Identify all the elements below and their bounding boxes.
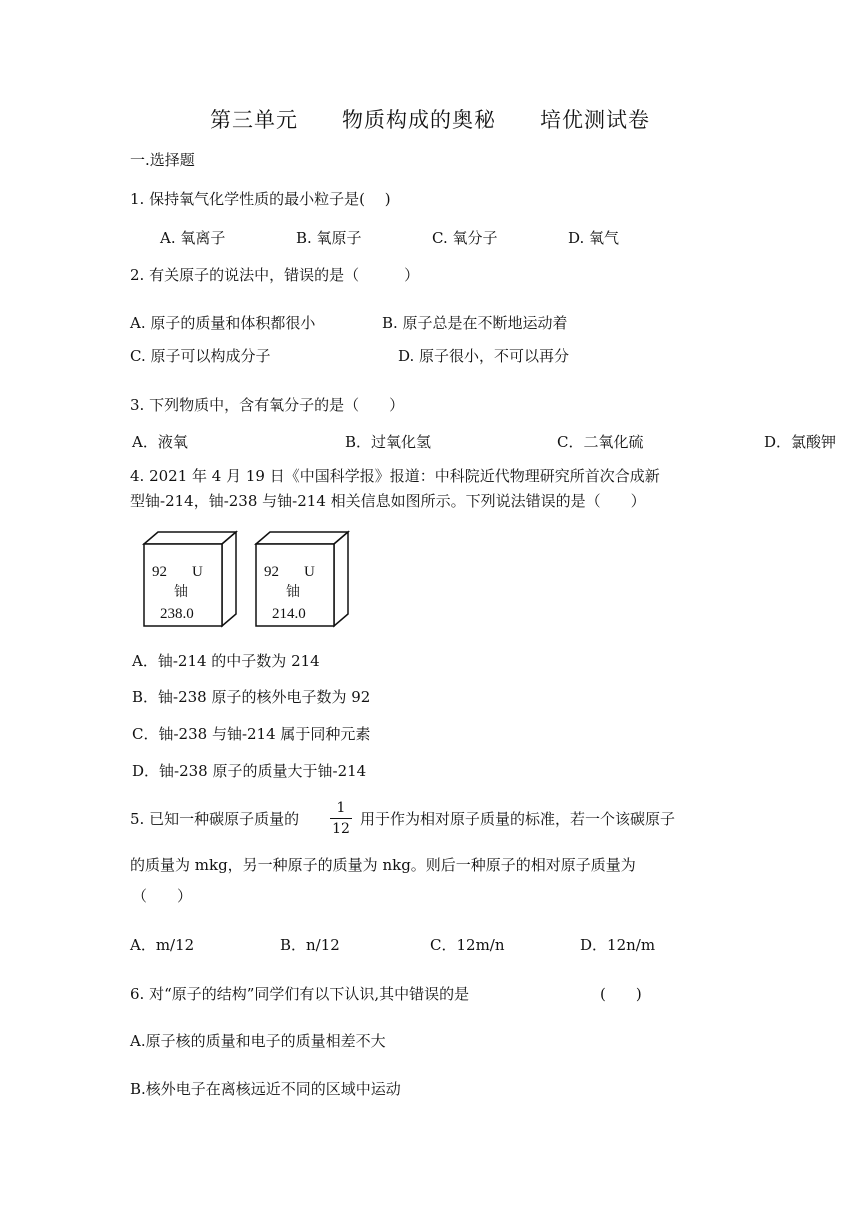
q6-option-a: A.原子核的质量和电子的质量相差不大 <box>130 1032 386 1050</box>
fraction-numerator: 1 <box>336 800 346 816</box>
tile-atomic-number: 92 <box>152 564 167 580</box>
page-title: 第三单元 物质构成的奥秘 培优测试卷 <box>210 108 650 132</box>
question-4-stem-line1: 4. 2021 年 4 月 19 日《中国科学报》报道：中科院近代物理研究所首次合成新 <box>130 467 660 485</box>
question-4-stem-line2: 型铀-214，铀-238 与铀-214 相关信息如图所示。下列说法错误的是（ ） <box>130 492 646 510</box>
q1-option-d: D. 氧气 <box>568 229 620 247</box>
question-5-stem-post: 用于作为相对原子质量的标准，若一个该碳原子 <box>360 810 676 828</box>
element-tile-u214 <box>250 530 352 628</box>
tile-element-name: 铀 <box>286 584 300 600</box>
q3-option-c: C．二氧化硫 <box>557 433 644 451</box>
tile-symbol: U <box>304 564 315 580</box>
q2-option-a: A. 原子的质量和体积都很小 <box>130 314 316 332</box>
section-heading: 一.选择题 <box>130 151 195 169</box>
fraction-denominator: 12 <box>332 821 350 837</box>
q2-option-c: C. 原子可以构成分子 <box>130 347 271 365</box>
question-6-stem: 6. 对“原子的结构”同学们有以下认识,其中错误的是 <box>130 985 470 1003</box>
fraction-bar <box>330 818 352 819</box>
question-2-stem: 2. 有关原子的说法中，错误的是（ ） <box>130 266 420 284</box>
q2-option-b: B. 原子总是在不断地运动着 <box>382 314 568 332</box>
q3-option-b: B．过氧化氢 <box>345 433 432 451</box>
q4-option-a: A．铀-214 的中子数为 214 <box>132 652 320 670</box>
q1-option-a: A. 氧离子 <box>160 229 226 247</box>
q2-option-d: D. 原子很小，不可以再分 <box>398 347 570 365</box>
element-tile-u238 <box>138 530 240 628</box>
question-3-stem: 3. 下列物质中，含有氧分子的是（ ） <box>130 396 405 414</box>
tile-element-name: 铀 <box>174 584 188 600</box>
q4-option-b: B．铀-238 原子的核外电子数为 92 <box>132 688 371 706</box>
question-6-answer-blank: ( ) <box>600 985 642 1003</box>
q5-option-a: A．m/12 <box>130 936 195 954</box>
tile-atomic-number: 92 <box>264 564 279 580</box>
question-1-stem: 1. 保持氧气化学性质的最小粒子是( ) <box>130 190 391 208</box>
q3-option-a: A．液氧 <box>132 433 188 451</box>
q3-option-d: D．氯酸钾 <box>764 433 837 451</box>
q1-option-c: C. 氧分子 <box>432 229 498 247</box>
fraction-one-twelfth <box>330 800 352 837</box>
q4-option-d: D．铀-238 原子的质量大于铀-214 <box>132 762 367 780</box>
question-5-stem-pre: 5. 已知一种碳原子质量的 <box>130 810 300 828</box>
tile-symbol: U <box>192 564 203 580</box>
tile-atomic-mass: 238.0 <box>160 606 194 622</box>
q4-option-c: C．铀-238 与铀-214 属于同种元素 <box>132 725 371 743</box>
q6-option-b: B.核外电子在离核远近不同的区域中运动 <box>130 1080 401 1098</box>
question-5-stem-line2: 的质量为 mkg，另一种原子的质量为 nkg。则后一种原子的相对原子质量为 <box>130 856 636 874</box>
q1-option-b: B. 氧原子 <box>296 229 362 247</box>
question-5-stem-line3: （ ） <box>132 887 193 905</box>
tile-atomic-mass: 214.0 <box>272 606 306 622</box>
q5-option-d: D．12n/m <box>580 936 656 954</box>
q5-option-c: C．12m/n <box>430 936 505 954</box>
q5-option-b: B．n/12 <box>280 936 340 954</box>
